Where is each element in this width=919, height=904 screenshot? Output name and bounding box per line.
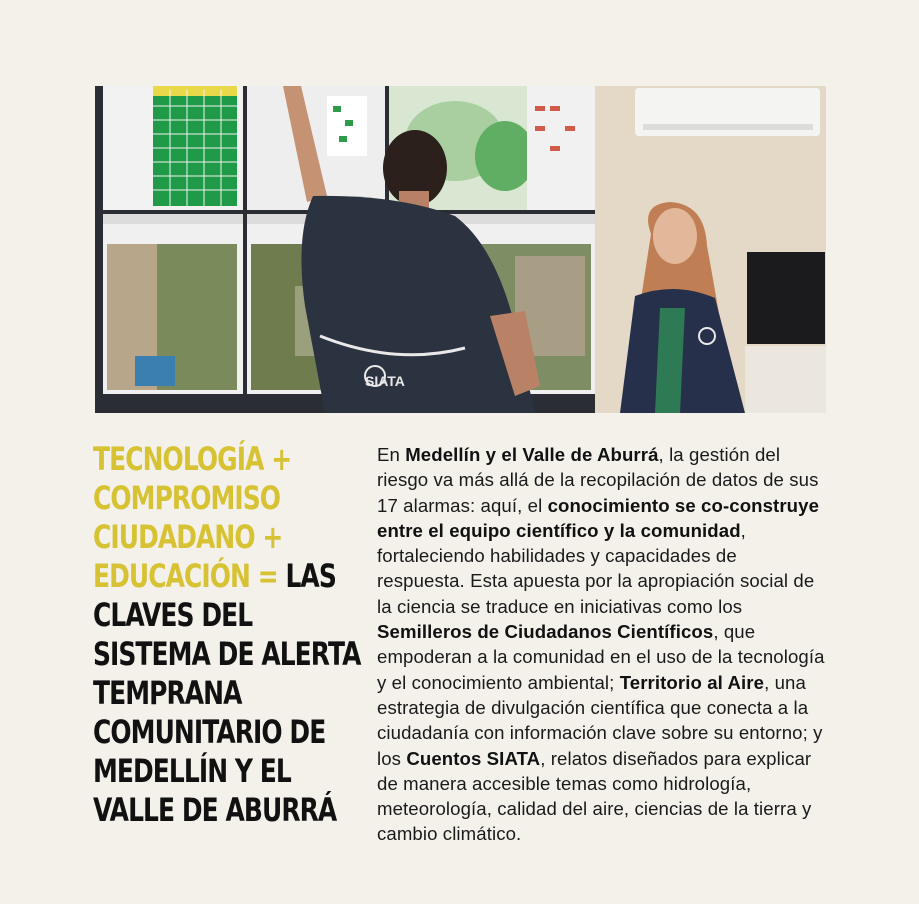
body-bold-segment: Territorio al Aire	[619, 671, 765, 693]
body-bold-segment: Semilleros de Ciudadanos Científicos	[377, 621, 714, 643]
body-bold-segment: Medellín y el Valle de Aburrá	[405, 444, 659, 465]
headline-rest: LAS CLAVES DEL SISTEMA DE ALERTA TEMPRANA COMUNITARIO DE MEDELLÍN Y EL VALLE DE ABURRÁ	[93, 557, 361, 829]
body-text-segment: , fortaleciendo habilidades y capacidades de respuesta. Esta apuesta por la apropiación social de la ciencia se traduce en iniciativas como los	[377, 519, 815, 617]
body-paragraph	[377, 442, 827, 847]
headline-highlight: TECNOLOGÍA + COMPROMISO CIUDADANO + EDUCACIÓN =	[93, 440, 292, 595]
vest-logo-text: SIATA	[365, 373, 405, 389]
body-text-segment: , la gestión del riesgo va más allá de la recopilación de datos de sus 17 alarmas: aquí, el	[377, 444, 819, 516]
control-room-photo	[95, 86, 826, 413]
body-bold-segment: Cuentos SIATA	[406, 747, 541, 769]
headline	[93, 440, 368, 830]
body-text-segment: , relatos diseñados para explicar de manera accesible temas como hidrología, meteorología, calidad del aire, ciencias de la tierra y cambio climático.	[377, 747, 812, 845]
body-bold-segment: conocimiento se co-construye entre el equipo científico y la comunidad	[377, 494, 820, 541]
body-text-segment: En	[377, 444, 406, 465]
body-text-segment: , una estrategia de divulgación científica que conecta a la ciudadanía con información clave sobre su entorno; y los	[377, 671, 823, 769]
body-text-segment: , que empoderan a la comunidad en el uso de la tecnología y el conocimiento ambiental;	[377, 621, 825, 693]
